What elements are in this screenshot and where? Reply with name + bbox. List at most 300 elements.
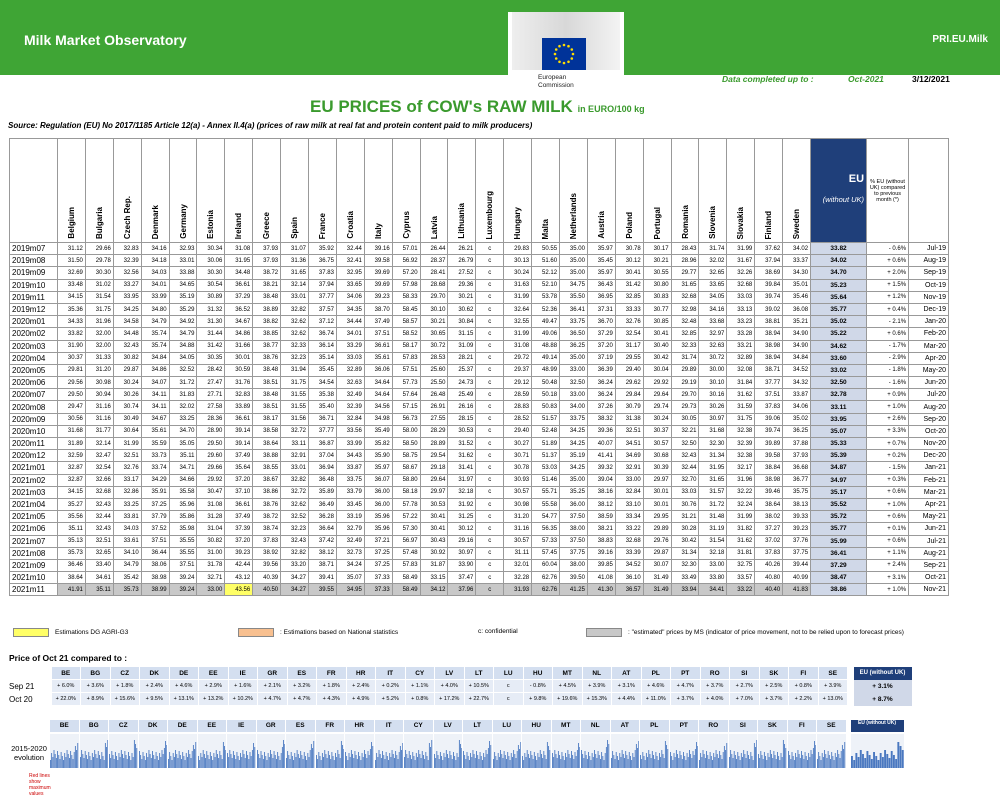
price-cell: 30.39 [643,462,671,474]
price-cell: 30.42 [671,535,699,547]
price-cell: 34.41 [699,584,727,596]
sparkline [670,734,699,768]
pct-cell: + 2.4% [867,559,909,571]
country-header: Germany [169,139,197,243]
price-cell: 38.83 [587,535,615,547]
page-title [310,97,645,117]
spark-bar [327,751,328,768]
spark-bar [62,756,63,768]
price-cell: 31.57 [699,486,727,498]
price-cell: 31.15 [448,328,476,340]
price-cell: 33.17 [113,474,141,486]
price-cell: 31.72 [169,377,197,389]
price-cell: 36.25 [783,425,811,437]
price-cell: c [476,462,504,474]
spark-bar [595,754,596,768]
price-cell: 30.26 [699,401,727,413]
spark-bar [323,757,324,768]
spark-bar [176,754,177,768]
spark-bar [783,740,784,768]
price-cell: 34.15 [58,486,86,498]
spark-bar [540,750,541,768]
country-code: RO [700,667,730,680]
period-cell: 2020m06 [10,377,58,389]
price-cell: 32.26 [727,267,755,279]
price-cell: 31.34 [671,547,699,559]
spark-bar [644,756,645,768]
price-cell: 32.65 [85,547,113,559]
spark-bar [671,756,672,768]
spark-bar [722,759,723,768]
spark-bar [271,754,272,768]
eu-header: EU (without UK) [811,139,867,243]
evo-code: GR [257,720,286,732]
eu-cell: 35.77 [811,523,867,535]
price-cell: 31.67 [727,255,755,267]
price-cell: 36.39 [587,364,615,376]
spark-bar [811,754,812,768]
spark-bar [294,753,295,768]
price-cell: 28.37 [420,255,448,267]
price-cell: 30.43 [420,535,448,547]
price-cell: 29.77 [671,267,699,279]
evo-code: CY [404,720,433,732]
price-cell: 33.87 [783,389,811,401]
spark-bar [514,754,515,768]
price-cell: 35.07 [336,572,364,584]
price-cell: 30.41 [420,511,448,523]
spark-bar [114,759,115,768]
price-cell: 37.33 [364,584,392,596]
price-cell: 31.76 [225,377,253,389]
price-cell: 37.93 [253,243,281,255]
price-cell: 34.15 [58,291,86,303]
spark-bar [456,753,457,768]
spark-bar [771,754,772,768]
price-cell: 55.71 [532,486,560,498]
spark-bar [260,751,261,768]
month-cell: Nov-21 [909,584,949,596]
price-cell: 38.12 [587,498,615,510]
spark-bar [320,760,321,768]
price-cell: 38.92 [253,547,281,559]
price-cell: 32.28 [504,572,532,584]
price-cell: 35.91 [141,486,169,498]
price-cell: 25.49 [448,389,476,401]
spark-bar [802,755,803,768]
spark-bar [95,754,96,768]
price-cell: 31.54 [85,291,113,303]
price-cell: 28.90 [197,425,225,437]
spark-bar [298,754,299,768]
price-cell: 30.68 [643,450,671,462]
spark-bar [376,753,377,768]
price-cell: 32.43 [671,450,699,462]
price-cell: 34.54 [309,377,337,389]
price-cell: 37.10 [225,486,253,498]
spark-bar [325,754,326,768]
price-cell: 33.00 [560,364,588,376]
spark-bar [332,756,333,768]
spark-bar [58,755,59,768]
price-cell: 34.30 [783,267,811,279]
spark-bar [693,755,694,768]
period-cell: 2020m05 [10,364,58,376]
price-cell: 33.74 [141,462,169,474]
spark-bar [119,753,120,768]
price-cell: 32.95 [336,267,364,279]
country-code: IE [228,667,258,680]
spark-bar [720,755,721,768]
spark-bar [297,750,298,768]
country-code: LU [494,667,524,680]
price-cell: 34.88 [169,340,197,352]
price-cell: 37.20 [225,474,253,486]
legend-yellow [13,628,128,637]
spark-bar [106,747,107,768]
spark-bar [762,755,763,768]
price-cell: 29.92 [197,474,225,486]
spark-bar [653,755,654,768]
price-cell: 30.35 [197,352,225,364]
spark-bar [881,757,883,768]
price-cell: 35.45 [587,255,615,267]
spark-bar [501,754,502,768]
price-cell: 32.14 [85,438,113,450]
spark-bar [73,759,74,768]
country-header: Latvia [420,139,448,243]
period-cell: 2021m02 [10,474,58,486]
price-cell: 31.96 [727,474,755,486]
price-cell: 36.28 [309,511,337,523]
price-cell: 34.51 [615,438,643,450]
legend-orange [238,628,398,637]
spark-bar [830,759,831,768]
month-cell: Mar-21 [909,486,949,498]
pct-cell: + 0.3% [867,474,909,486]
spark-bar [556,758,557,768]
pct-cell: + 0.6% [867,511,909,523]
spark-bar [163,748,164,768]
spark-bar [124,751,125,768]
compare-cell: + 0.8% [405,693,435,706]
pct-cell: - 1.5% [867,462,909,474]
price-cell: 37.96 [448,584,476,596]
period-cell: 2021m09 [10,559,58,571]
spark-bar [775,755,776,768]
price-cell: 58.67 [392,462,420,474]
price-cell: 33.19 [336,511,364,523]
price-cell: c [476,474,504,486]
price-cell: 31.83 [169,389,197,401]
price-cell: 37.31 [587,303,615,315]
spark-bar [508,756,509,768]
price-cell: 32.21 [671,425,699,437]
price-cell: 34.11 [141,389,169,401]
spark-bar [615,752,616,768]
price-cell: 38.88 [253,450,281,462]
spark-bar [765,756,766,768]
spark-bar [130,760,131,768]
table-row [10,291,949,303]
spark-bar [154,759,155,768]
spark-bar [296,757,297,768]
spark-bar [186,753,187,768]
spark-bar [290,759,291,768]
spark-bar [879,753,881,768]
price-cell: 32.79 [336,523,364,535]
price-cell: 37.94 [755,255,783,267]
price-cell: 33.48 [58,279,86,291]
spark-bar [844,742,845,768]
price-cell: 37.50 [560,511,588,523]
price-cell: 32.91 [615,462,643,474]
price-cell: 30.98 [85,377,113,389]
evo-code: LT [463,720,492,732]
spark-bar [469,760,470,768]
price-cell: 39.85 [587,559,615,571]
price-cell: 33.90 [448,559,476,571]
country-code: ES [287,667,317,680]
price-cell: 35.86 [169,511,197,523]
price-cell: 32.97 [699,328,727,340]
price-cell: 33.01 [281,291,309,303]
spark-bar [468,756,469,768]
price-cell: 29.70 [420,291,448,303]
compare-cell: + 4.7% [258,693,288,706]
spark-bar [205,758,206,768]
price-cell: 35.11 [58,523,86,535]
price-cell: 30.40 [643,340,671,352]
spark-bar [818,752,819,768]
price-cell: 28.52 [504,413,532,425]
price-cell: 35.96 [364,511,392,523]
price-cell: 32.33 [671,340,699,352]
spark-bar [148,750,149,768]
price-cell: 34.58 [113,316,141,328]
spark-bar [415,760,416,768]
price-cell: 37.83 [309,267,337,279]
spark-bar [305,756,306,768]
eu-cell: 32.50 [811,377,867,389]
country-code: CZ [110,667,140,680]
spark-bar [360,760,361,768]
spark-bar [244,754,245,768]
spark-bar [451,759,452,768]
spark-bar [641,759,642,768]
price-cell: 31.19 [699,523,727,535]
flag-star [555,48,558,51]
price-cell: 32.71 [197,572,225,584]
price-cell: 30.76 [671,498,699,510]
price-cell: 34.64 [364,389,392,401]
price-cell: 37.21 [364,535,392,547]
spark-bar [817,759,818,768]
price-cell: 37.26 [587,401,615,413]
spark-bar [206,751,207,768]
spark-bar [64,753,65,768]
spark-bar [507,752,508,768]
spark-bar [777,752,778,768]
price-cell: 32.82 [281,303,309,315]
spark-bar [436,751,437,768]
price-cell: 36.06 [364,364,392,376]
price-cell: 29.89 [643,523,671,535]
price-cell: 34.24 [336,559,364,571]
country-code: IT [376,667,406,680]
price-cell: 32.83 [225,389,253,401]
spark-bar [660,757,661,768]
spark-bar [743,750,744,768]
spark-bar [303,759,304,768]
spark-bar [434,754,435,768]
period-cell: 2021m11 [10,584,58,596]
price-cell: 31.59 [727,401,755,413]
spark-bar [421,758,422,768]
price-cell: 42.44 [225,559,253,571]
spark-bar [375,760,376,768]
price-cell: 33.88 [169,267,197,279]
compare-label: Oct 20 [9,694,33,704]
month-cell: Apr-20 [909,352,949,364]
spark-bar [241,757,242,768]
evo-code: BE [50,720,79,732]
spark-bar [340,741,341,768]
price-cell: 30.54 [197,279,225,291]
spark-bar [146,753,147,768]
eu-cell: 35.52 [811,498,867,510]
price-cell: 32.02 [699,255,727,267]
price-cell: 31.02 [85,279,113,291]
price-cell: 28.36 [197,413,225,425]
spark-bar [428,760,429,768]
price-cell: 32.63 [336,377,364,389]
spark-bar [899,746,901,768]
spark-bar [384,759,385,768]
price-cell: 57.22 [392,511,420,523]
price-cell: 58.00 [392,425,420,437]
compare-cell: + 4.0% [700,693,730,706]
price-cell: 37.83 [755,547,783,559]
price-cell: 35.11 [85,584,113,596]
spark-bar [364,750,365,768]
price-cell: 31.77 [85,425,113,437]
spark-bar [158,760,159,768]
spark-bar [358,752,359,768]
spark-bar [828,751,829,768]
spark-bar [796,757,797,768]
price-cell: 31.44 [197,328,225,340]
pct-cell: + 0.6% [867,255,909,267]
table-row [10,511,949,523]
compare-row [9,680,912,693]
country-header: Hungary [504,139,532,243]
period-cell: 2021m03 [10,486,58,498]
table-row [10,425,949,437]
month-cell: May-21 [909,511,949,523]
spark-bar [652,751,653,768]
spark-bar [884,750,886,768]
evolution-header [50,720,905,732]
price-cell: 37.51 [169,559,197,571]
table-row [10,535,949,547]
price-cell: 30.80 [643,279,671,291]
price-cell: c [476,486,504,498]
price-cell: 31.66 [225,340,253,352]
price-cell: 30.10 [420,303,448,315]
price-cell: 38.55 [253,462,281,474]
data-completed-label: Data completed up to : [722,74,814,84]
spark-bar [719,751,720,768]
spark-bar [324,750,325,768]
spark-bar [528,754,529,768]
spark-bar [288,755,289,768]
price-cell: 30.30 [197,267,225,279]
price-cell: 32.68 [671,291,699,303]
price-cell: c [476,523,504,535]
price-cell: 33.22 [615,523,643,535]
spark-bar [425,752,426,768]
period-cell: 2019m12 [10,303,58,315]
spark-bar [877,760,879,768]
sparkline [345,734,374,768]
price-cell: 36.43 [587,279,615,291]
country-header: Greece [253,139,281,243]
spark-bar [399,746,400,768]
price-cell: 31.55 [281,401,309,413]
price-cell: 35.45 [309,364,337,376]
price-cell: 29.73 [671,401,699,413]
price-cell: 37.51 [141,535,169,547]
spark-bar [174,757,175,768]
price-cell: 30.72 [699,352,727,364]
spark-bar [497,753,498,768]
spark-bar [711,756,712,768]
price-cell: 32.85 [615,291,643,303]
spark-bar [386,756,387,768]
price-cell: 31.68 [58,425,86,437]
price-cell: 39.41 [309,572,337,584]
spark-bar [391,750,392,768]
spark-bar [480,752,481,768]
price-cell: 31.48 [699,511,727,523]
price-cell: 36.64 [309,523,337,535]
price-cell: 37.04 [309,450,337,462]
spark-bar [300,751,301,768]
period-cell: 2020m12 [10,450,58,462]
spark-bar [770,750,771,768]
price-cell: 36.50 [560,328,588,340]
spark-bar [483,753,484,768]
price-cell: 37.79 [141,511,169,523]
compare-cell: + 3.1% [612,680,642,693]
spark-bar [703,750,704,768]
spark-bar [129,756,130,768]
price-cell: 49.47 [532,316,560,328]
price-cell: 29.92 [643,377,671,389]
price-cell: 36.71 [309,413,337,425]
price-cell: 35.49 [364,425,392,437]
spark-bar [225,750,226,768]
price-cell: 38.21 [253,279,281,291]
spark-bar [749,759,750,768]
price-cell: 31.25 [448,511,476,523]
spark-bar [52,757,53,768]
spark-bar [356,755,357,768]
spark-bar [350,757,351,768]
price-cell: 32.23 [281,523,309,535]
price-cell: 31.33 [85,352,113,364]
